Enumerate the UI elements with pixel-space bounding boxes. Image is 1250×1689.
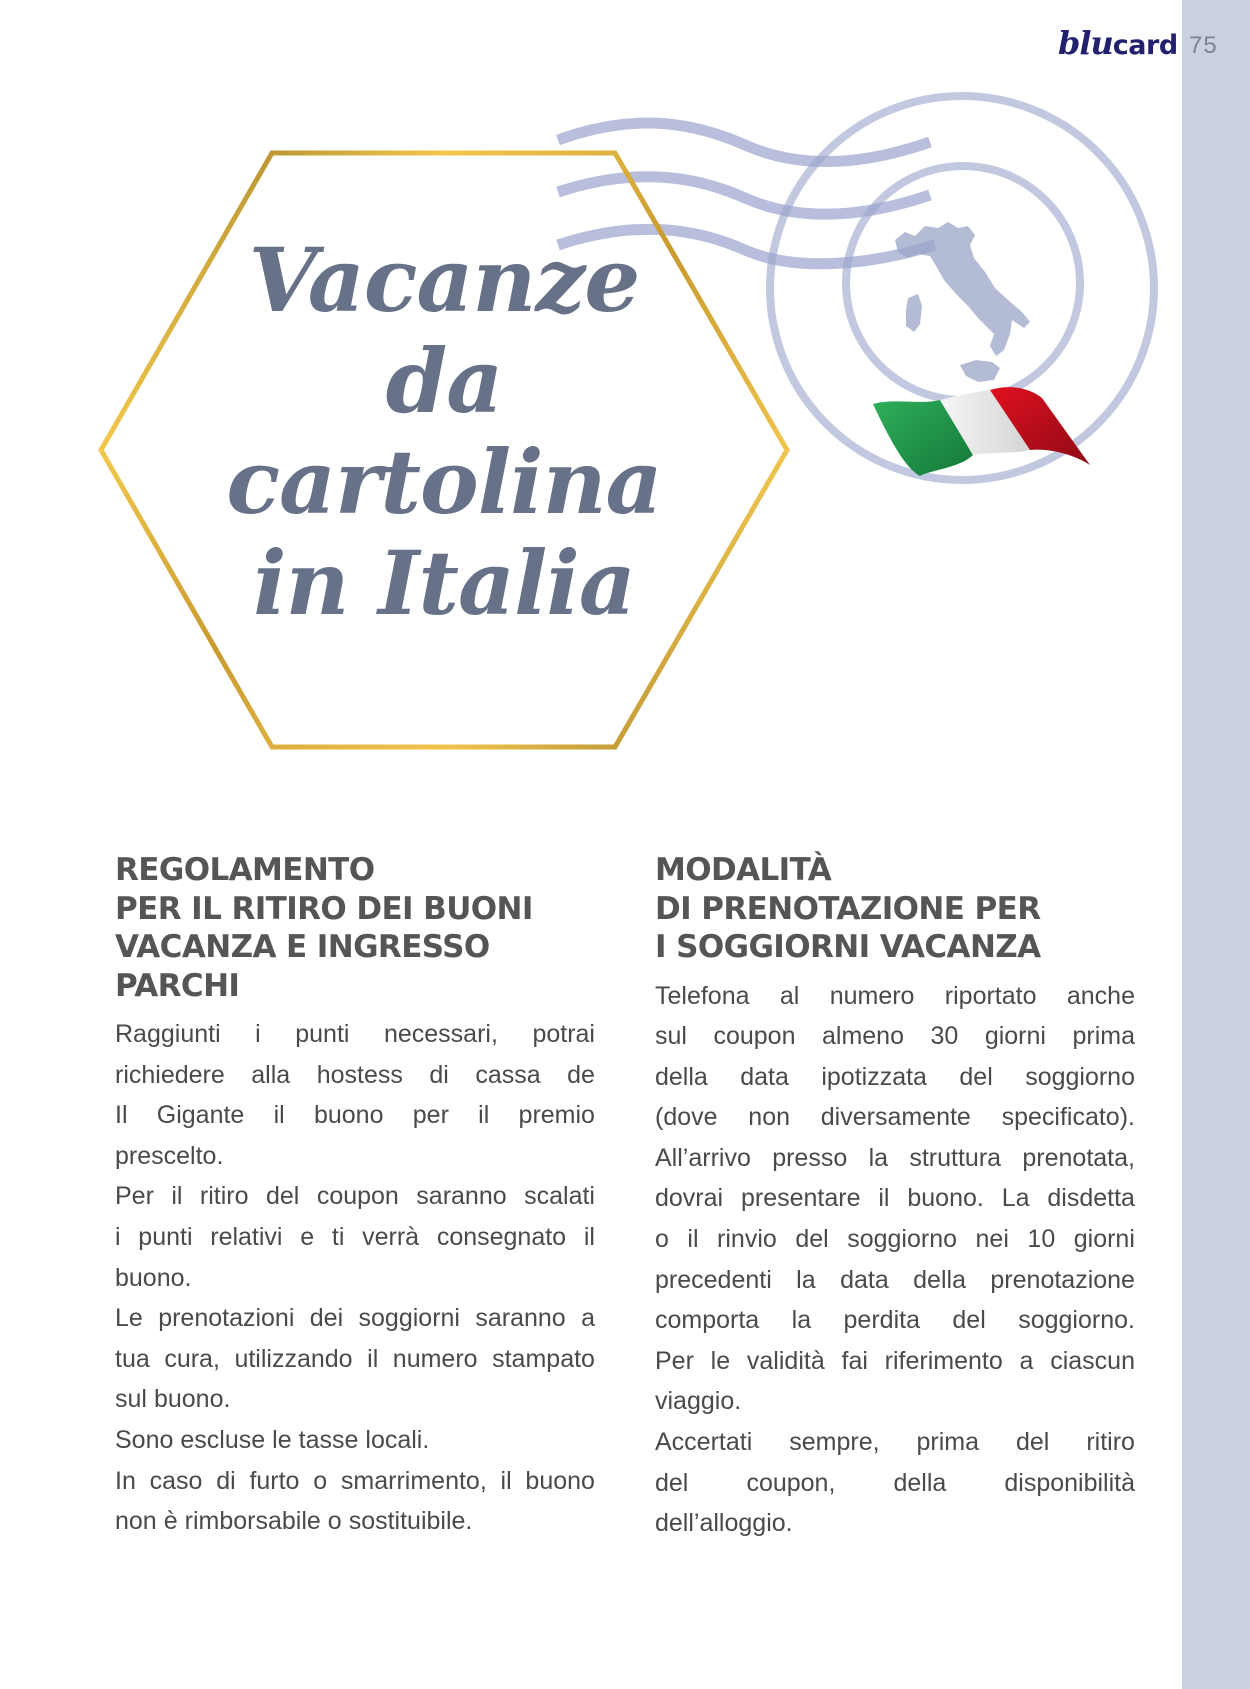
brand-logo-blu: blu	[1058, 24, 1113, 62]
body-text-line: Per il ritiro del coupon saranno scalati	[115, 1182, 595, 1211]
body-text-line: precedenti la data della prenotazione	[655, 1265, 1135, 1294]
body-text-line: In caso di furto o smarrimento, il buono	[115, 1466, 595, 1495]
booking-heading	[655, 851, 1135, 967]
body-text-line: Raggiunti i punti necessari, potrai	[115, 1020, 595, 1048]
body-text-line: o il rinvio del soggiorno nei 10 giorni	[655, 1225, 1135, 1254]
body-text-line: dovrai presentare il buono. La disdetta	[655, 1184, 1135, 1213]
brand-logo-card: card	[1112, 30, 1178, 61]
page-title	[101, 230, 787, 634]
heading-line: MODALITÀ	[655, 852, 832, 888]
italian-flag-icon	[873, 387, 1090, 476]
rules-heading	[115, 851, 595, 1005]
body-text-line: (dove non diversamente specificato).	[655, 1103, 1135, 1132]
title-line: Vacanze	[248, 228, 640, 332]
heading-line: I SOGGIORNI VACANZA	[655, 929, 1041, 965]
body-text-line: buono.	[115, 1263, 192, 1292]
body-text-line: Telefona al numero riportato anche	[655, 981, 1135, 1010]
body-text-line: non è rimborsabile o sostituibile.	[115, 1507, 473, 1536]
body-text-line: comporta la perdita del soggiorno.	[655, 1306, 1135, 1335]
title-line: in Italia	[253, 531, 635, 635]
body-text-line: prescelto.	[115, 1141, 224, 1170]
rules-body	[115, 1014, 595, 1542]
body-text-line: Accertati sempre, prima del ritiro	[655, 1428, 1135, 1457]
booking-body	[655, 976, 1135, 1544]
body-text-line: viaggio.	[655, 1387, 742, 1416]
page-number: 75	[1189, 32, 1218, 59]
body-text-line: Per le validità fai riferimento a ciascun	[655, 1346, 1135, 1375]
title-line: da	[385, 329, 503, 433]
sardinia	[906, 294, 922, 332]
rules-section	[115, 851, 595, 1542]
body-text-line: i punti relativi e ti verrà consegnato il	[115, 1222, 595, 1251]
heading-line: REGOLAMENTO	[115, 852, 375, 888]
body-text-line: della data ipotizzata del soggiorno	[655, 1062, 1135, 1091]
body-text-line: dell’alloggio.	[655, 1509, 793, 1538]
body-text-line: sul coupon almeno 30 giorni prima	[655, 1022, 1135, 1051]
body-text-line: Le prenotazioni dei soggiorni saranno a	[115, 1304, 595, 1333]
body-text-line: sul buono.	[115, 1385, 231, 1414]
heading-line: PER IL RITIRO DEI BUONI	[115, 890, 533, 927]
body-text-line: richiedere alla hostess di cassa de	[115, 1060, 595, 1089]
heading-line: VACANZA E INGRESSO	[115, 929, 490, 965]
wave-line-2	[558, 177, 930, 214]
body-text-line: del coupon, della disponibilità	[655, 1468, 1135, 1497]
body-text-line: All’arrivo presso la struttura prenotata,	[655, 1143, 1135, 1172]
body-text-line: tua cura, utilizzando il numero stampato	[115, 1344, 595, 1373]
booking-section	[655, 851, 1135, 1544]
title-line: cartolina	[226, 430, 662, 534]
heading-line: DI PRENOTAZIONE PER	[655, 890, 1041, 927]
body-text-line: Sono escluse le tasse locali.	[115, 1425, 430, 1454]
body-text-line: Il Gigante il buono per il premio	[115, 1101, 595, 1130]
heading-line: PARCHI	[115, 967, 240, 1004]
sicily	[960, 360, 1000, 382]
